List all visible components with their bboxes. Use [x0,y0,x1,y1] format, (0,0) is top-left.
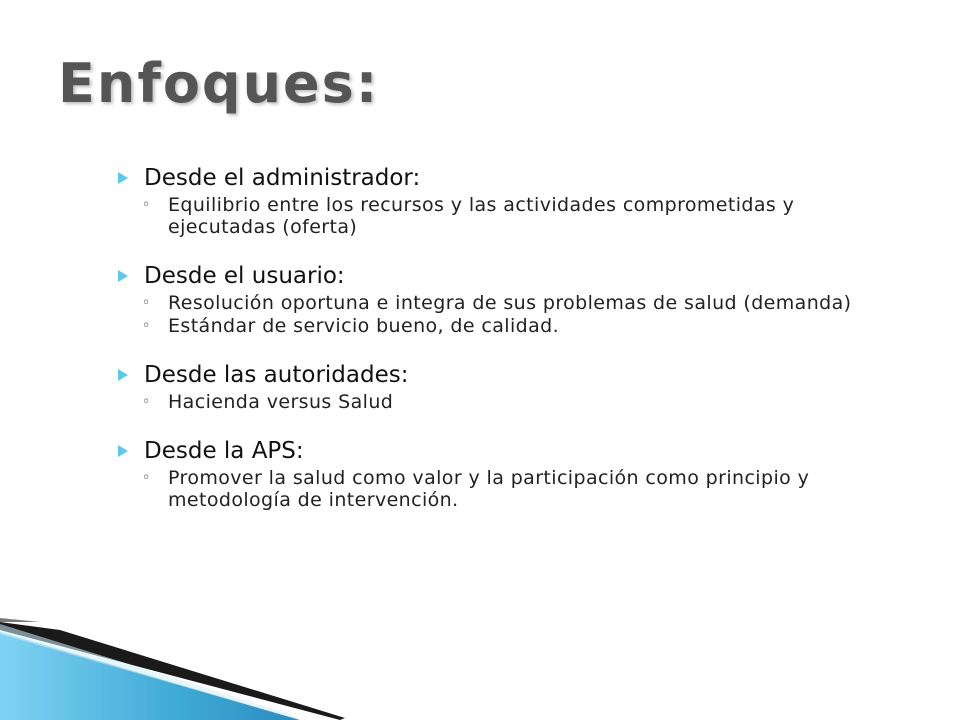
slide-content [118,164,858,512]
section-heading: Desde el usuario: [144,263,345,289]
section-heading: Desde la APS: [144,438,304,464]
section-aps [118,437,858,511]
ring-bullet-icon: ◦ [142,318,151,334]
list-item: ◦ Hacienda versus Salud [142,391,394,413]
sub-list [142,194,858,238]
sub-list [142,292,858,337]
section-heading: Desde las autoridades: [144,362,409,388]
triangle-bullet-icon [118,164,144,192]
ring-bullet-icon: ◦ [142,295,151,311]
sub-list [142,467,858,511]
ring-bullet-icon: ◦ [142,470,151,486]
list-item: ◦ Resolución oportuna e integra de sus problemas de salud (demanda) [142,292,852,314]
list-item: ◦ Equilibrio entre los recursos y las actividades comprometidas y ejecutadas (oferta) [142,194,795,238]
section-heading: Desde el administrador: [144,165,421,191]
section-autoridades [118,361,858,413]
list-item: ◦ Promover la salud como valor y la participación como principio y metodología de intervención. [142,467,810,511]
triangle-bullet-icon [118,361,144,389]
ring-bullet-icon: ◦ [142,197,151,213]
list-item: ◦ Estándar de servicio bueno, de calidad. [142,315,560,337]
section-usuario [118,262,858,337]
slide-title: Enfoques: [58,52,380,115]
sub-list [142,391,858,413]
ring-bullet-icon: ◦ [142,394,151,410]
decorative-swoosh [0,600,360,720]
triangle-bullet-icon [118,262,144,290]
triangle-bullet-icon [118,437,144,465]
section-administrador [118,164,858,238]
